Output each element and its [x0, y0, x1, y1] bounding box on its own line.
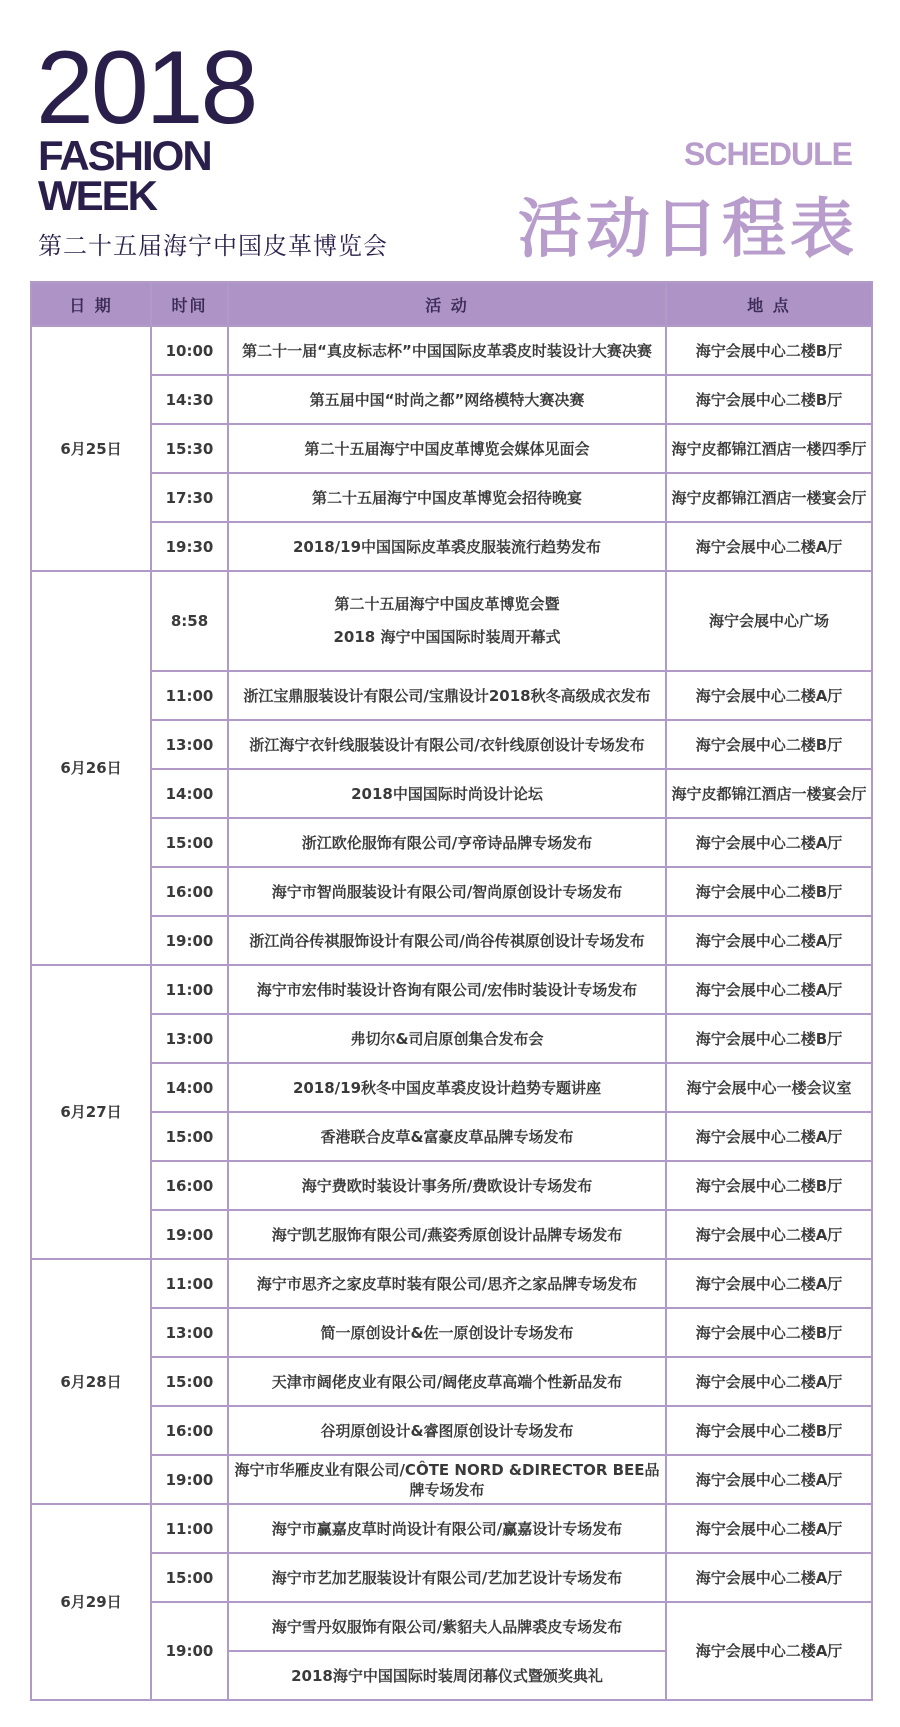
column-header-location: 地 点 [666, 282, 872, 326]
time-cell: 8:58 [151, 571, 228, 671]
location-cell: 海宁会展中心广场 [666, 571, 872, 671]
activity-cell: 浙江宝鼎服装设计有限公司/宝鼎设计2018秋冬高级成衣发布 [228, 671, 666, 720]
activity-cell: 海宁市赢嘉皮草时尚设计有限公司/赢嘉设计专场发布 [228, 1504, 666, 1553]
location-cell: 海宁皮都锦江酒店一楼宴会厅 [666, 769, 872, 818]
table-row [31, 1259, 872, 1308]
table-row [31, 1014, 872, 1063]
table-row [31, 1161, 872, 1210]
location-cell: 海宁会展中心二楼A厅 [666, 1112, 872, 1161]
table-row [31, 916, 872, 965]
column-header-date: 日 期 [31, 282, 151, 326]
time-cell: 15:00 [151, 1112, 228, 1161]
location-cell: 海宁会展中心二楼B厅 [666, 326, 872, 375]
table-row [31, 1602, 872, 1651]
activity-cell: 第五届中国“时尚之都”网络模特大赛决赛 [228, 375, 666, 424]
location-cell: 海宁会展中心二楼A厅 [666, 1504, 872, 1553]
location-cell: 海宁会展中心二楼A厅 [666, 916, 872, 965]
activity-cell: 第二十五届海宁中国皮革博览会招待晚宴 [228, 473, 666, 522]
table-row [31, 769, 872, 818]
location-cell: 海宁会展中心二楼A厅 [666, 965, 872, 1014]
table-row [31, 867, 872, 916]
table-row [31, 1406, 872, 1455]
location-cell: 海宁会展中心二楼A厅 [666, 1553, 872, 1602]
time-cell: 16:00 [151, 867, 228, 916]
location-cell: 海宁会展中心二楼A厅 [666, 1210, 872, 1259]
date-cell: 6月26日 [31, 571, 151, 965]
time-cell: 19:00 [151, 1455, 228, 1504]
date-cell: 6月29日 [31, 1504, 151, 1700]
activity-cell: 浙江海宁衣针线服装设计有限公司/衣针线原创设计专场发布 [228, 720, 666, 769]
column-header-activity: 活 动 [228, 282, 666, 326]
date-cell: 6月28日 [31, 1259, 151, 1504]
activity-cell: 海宁雪丹奴服饰有限公司/紫貂夫人品牌裘皮专场发布 [228, 1602, 666, 1651]
activity-cell: 2018/19中国国际皮革裘皮服装流行趋势发布 [228, 522, 666, 571]
location-cell: 海宁会展中心二楼A厅 [666, 1357, 872, 1406]
activity-cell: 海宁市思齐之家皮草时装有限公司/思齐之家品牌专场发布 [228, 1259, 666, 1308]
table-row [31, 1210, 872, 1259]
time-cell: 13:00 [151, 720, 228, 769]
table-header-row [31, 282, 872, 326]
table-row [31, 965, 872, 1014]
location-cell: 海宁会展中心二楼B厅 [666, 375, 872, 424]
activity-cell: 海宁市智尚服装设计有限公司/智尚原创设计专场发布 [228, 867, 666, 916]
activity-cell: 2018/19秋冬中国皮革裘皮设计趋势专题讲座 [228, 1063, 666, 1112]
activity-cell: 天津市阔佬皮业有限公司/阔佬皮草高端个性新品发布 [228, 1357, 666, 1406]
table-row [31, 424, 872, 473]
time-cell: 16:00 [151, 1406, 228, 1455]
activity-cell: 2018中国国际时尚设计论坛 [228, 769, 666, 818]
table-row [31, 375, 872, 424]
time-cell: 10:00 [151, 326, 228, 375]
table-row [31, 671, 872, 720]
table-row [31, 326, 872, 375]
time-cell: 14:00 [151, 769, 228, 818]
location-cell: 海宁会展中心二楼A厅 [666, 1602, 872, 1700]
time-cell: 13:00 [151, 1308, 228, 1357]
location-cell: 海宁会展中心二楼B厅 [666, 720, 872, 769]
date-cell: 6月27日 [31, 965, 151, 1259]
schedule-heading-en: SCHEDULE [683, 136, 852, 172]
activity-cell: 2018海宁中国国际时装周闭幕仪式暨颁奖典礼 [228, 1651, 666, 1700]
time-cell: 14:00 [151, 1063, 228, 1112]
activity-line: 2018 海宁中国国际时装周开幕式 [333, 628, 561, 646]
table-row [31, 1455, 872, 1504]
time-cell: 17:30 [151, 473, 228, 522]
activity-cell: 海宁市宏伟时装设计咨询有限公司/宏伟时装设计专场发布 [228, 965, 666, 1014]
location-cell: 海宁会展中心二楼A厅 [666, 818, 872, 867]
activity-cell: 海宁市华雁皮业有限公司/CÔTE NORD &DIRECTOR BEE品牌专场发布 [228, 1455, 666, 1504]
time-cell: 11:00 [151, 1259, 228, 1308]
time-cell: 11:00 [151, 671, 228, 720]
schedule-table [30, 281, 873, 1701]
table-row [31, 473, 872, 522]
time-cell: 19:00 [151, 916, 228, 965]
location-cell: 海宁会展中心二楼A厅 [666, 671, 872, 720]
activity-cell: 香港联合皮草&富豪皮草品牌专场发布 [228, 1112, 666, 1161]
table-row [31, 1112, 872, 1161]
activity-cell [228, 571, 666, 671]
activity-cell: 浙江尚谷传祺服饰设计有限公司/尚谷传祺原创设计专场发布 [228, 916, 666, 965]
time-cell: 11:00 [151, 965, 228, 1014]
table-row [31, 522, 872, 571]
table-row [31, 1308, 872, 1357]
time-cell: 15:30 [151, 424, 228, 473]
activity-cell: 海宁凯艺服饰有限公司/燕姿秀原创设计品牌专场发布 [228, 1210, 666, 1259]
table-row [31, 1553, 872, 1602]
table-row [31, 1504, 872, 1553]
activity-cell: 简一原创设计&佐一原创设计专场发布 [228, 1308, 666, 1357]
location-cell: 海宁皮都锦江酒店一楼宴会厅 [666, 473, 872, 522]
location-cell: 海宁会展中心二楼B厅 [666, 867, 872, 916]
time-cell: 15:00 [151, 1357, 228, 1406]
location-cell: 海宁皮都锦江酒店一楼四季厅 [666, 424, 872, 473]
column-header-time: 时间 [151, 282, 228, 326]
location-cell: 海宁会展中心二楼B厅 [666, 1406, 872, 1455]
logo-fashion: FASHION [38, 132, 211, 179]
time-cell: 19:30 [151, 522, 228, 571]
activity-cell: 浙江欧伦服饰有限公司/亨帝诗品牌专场发布 [228, 818, 666, 867]
logo-week: WEEK [38, 172, 156, 219]
time-cell: 16:00 [151, 1161, 228, 1210]
activity-cell: 海宁费欧时装设计事务所/费欧设计专场发布 [228, 1161, 666, 1210]
activity-cell: 海宁市艺加艺服装设计有限公司/艺加艺设计专场发布 [228, 1553, 666, 1602]
time-cell: 11:00 [151, 1504, 228, 1553]
table-row [31, 1357, 872, 1406]
activity-cell: 第二十五届海宁中国皮革博览会媒体见面会 [228, 424, 666, 473]
activity-cell: 弗切尔&司启原创集合发布会 [228, 1014, 666, 1063]
table-row [31, 720, 872, 769]
location-cell: 海宁会展中心一楼会议室 [666, 1063, 872, 1112]
event-subtitle: 第二十五届海宁中国皮革博览会 [38, 232, 388, 260]
time-cell: 19:00 [151, 1210, 228, 1259]
table-row [31, 571, 872, 671]
schedule-heading-cn: 活动日程表 [518, 193, 858, 267]
time-cell: 13:00 [151, 1014, 228, 1063]
activity-line: 第二十五届海宁中国皮革博览会暨 [334, 595, 560, 613]
time-cell: 19:00 [151, 1602, 228, 1700]
table-row [31, 818, 872, 867]
location-cell: 海宁会展中心二楼B厅 [666, 1014, 872, 1063]
date-cell: 6月25日 [31, 326, 151, 571]
activity-cell: 谷玥原创设计&睿图原创设计专场发布 [228, 1406, 666, 1455]
location-cell: 海宁会展中心二楼B厅 [666, 1308, 872, 1357]
logo-year: 2018 [36, 30, 256, 146]
location-cell: 海宁会展中心二楼B厅 [666, 1161, 872, 1210]
location-cell: 海宁会展中心二楼A厅 [666, 522, 872, 571]
location-cell: 海宁会展中心二楼A厅 [666, 1455, 872, 1504]
location-cell: 海宁会展中心二楼A厅 [666, 1259, 872, 1308]
activity-cell: 第二十一届“真皮标志杯”中国国际皮革裘皮时装设计大赛决赛 [228, 326, 666, 375]
time-cell: 15:00 [151, 818, 228, 867]
time-cell: 14:30 [151, 375, 228, 424]
time-cell: 15:00 [151, 1553, 228, 1602]
table-row [31, 1063, 872, 1112]
